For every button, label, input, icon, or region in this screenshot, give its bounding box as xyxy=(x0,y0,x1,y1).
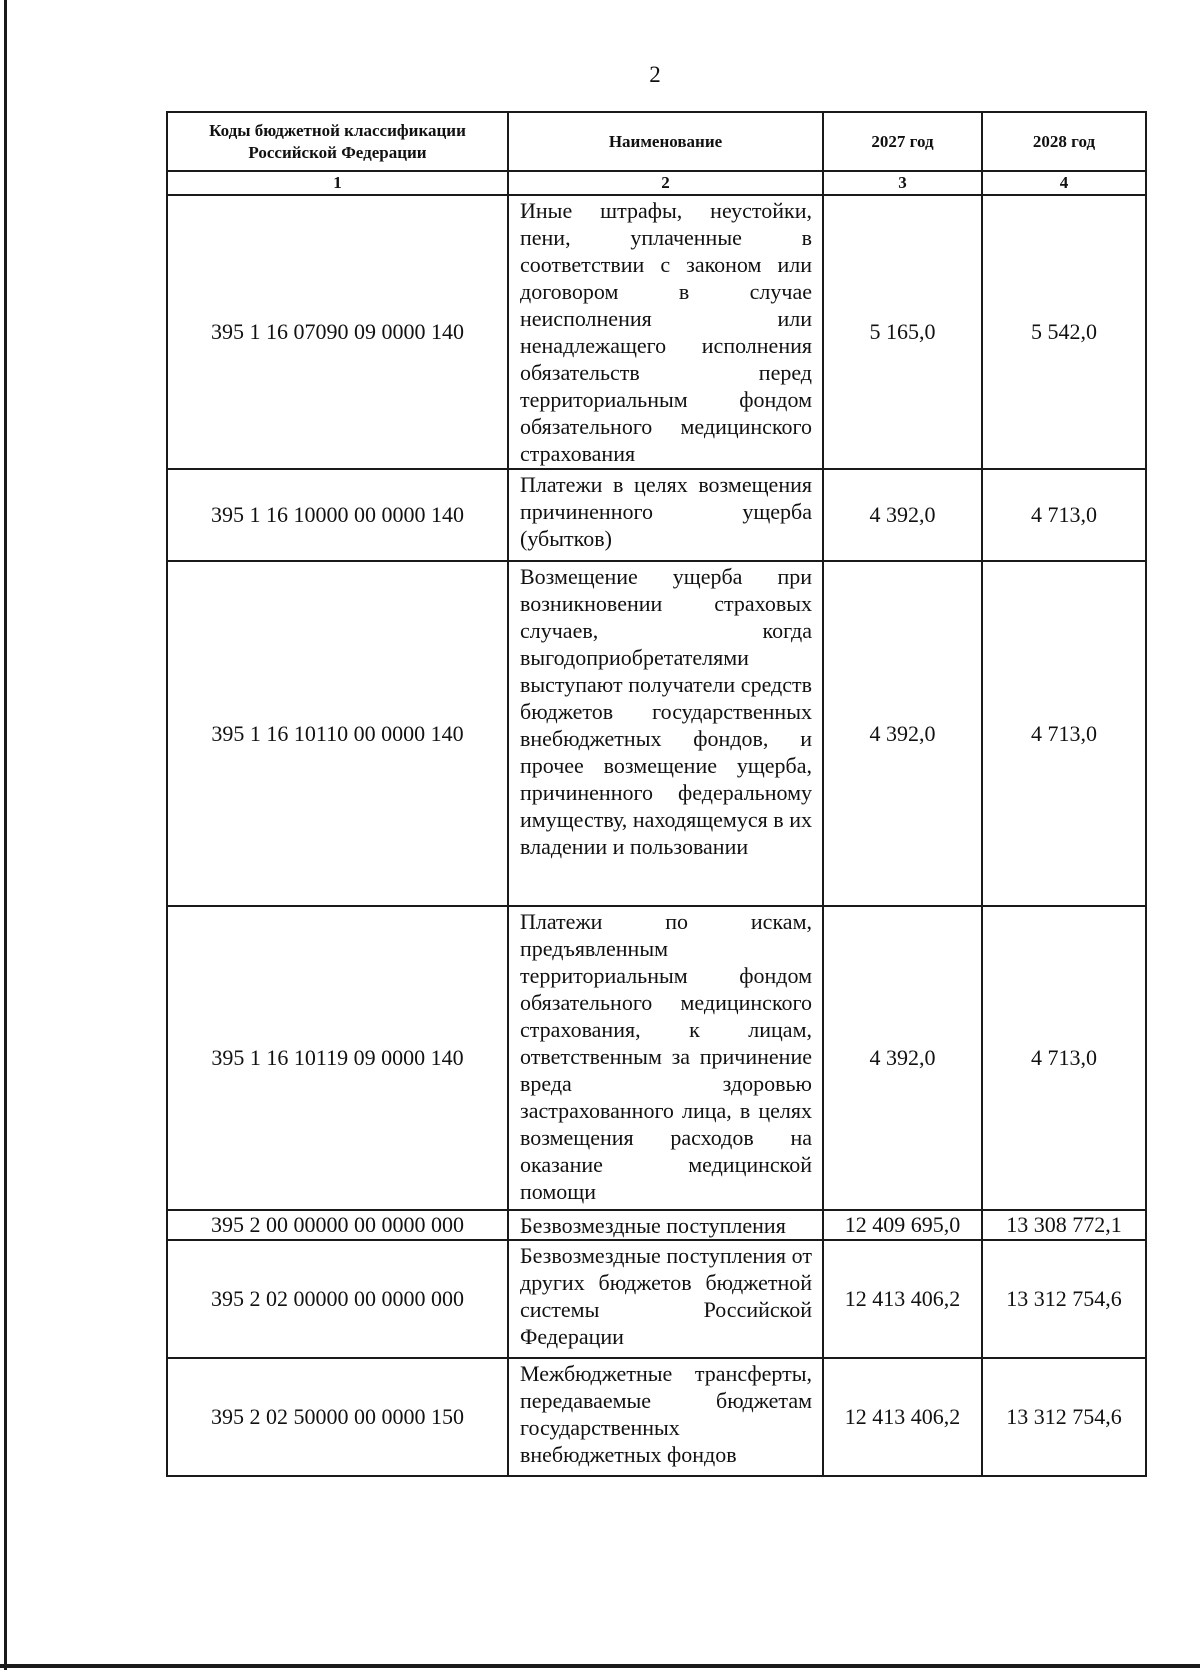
row-value-2027: 4 392,0 xyxy=(823,469,982,561)
column-number-1: 1 xyxy=(167,171,508,195)
row-value-2028: 5 542,0 xyxy=(982,195,1146,469)
row-code: 395 1 16 07090 09 0000 140 xyxy=(167,195,508,469)
row-code: 395 1 16 10119 09 0000 140 xyxy=(167,906,508,1210)
table-row xyxy=(167,1240,1146,1358)
row-name: Платежи по искам, предъявленным территориальным фондом обязательного медицинского страхования, к лицам, ответственным за причинение вреда здоровью застрахованного лица, в целях возмещения расходов на оказание медицинской помощи xyxy=(508,906,823,1210)
row-value-2027: 12 409 695,0 xyxy=(823,1210,982,1240)
column-number-2: 2 xyxy=(508,171,823,195)
column-number-row xyxy=(167,171,1146,195)
row-code: 395 2 00 00000 00 0000 000 xyxy=(167,1210,508,1240)
row-name: Возмещение ущерба при возникновении страховых случаев, когда выгодоприобретателями выступают получатели средств бюджетов государственных внебюджетных фондов, и прочее возмещение ущерба, причиненного федеральному имуществу, находящемуся в их владении и пользовании xyxy=(508,561,823,906)
header-row xyxy=(167,112,1146,171)
table-row xyxy=(167,469,1146,561)
row-name: Безвозмездные поступления xyxy=(508,1210,823,1240)
row-value-2027: 12 413 406,2 xyxy=(823,1358,982,1476)
column-number-3: 3 xyxy=(823,171,982,195)
row-value-2027: 12 413 406,2 xyxy=(823,1240,982,1358)
row-name: Платежи в целях возмещения причиненного ущерба (убытков) xyxy=(508,469,823,561)
row-code: 395 2 02 00000 00 0000 000 xyxy=(167,1240,508,1358)
row-name: Безвозмездные поступления от других бюджетов бюджетной системы Российской Федерации xyxy=(508,1240,823,1358)
row-value-2028: 13 312 754,6 xyxy=(982,1358,1146,1476)
scan-edge-bottom xyxy=(0,1664,1200,1668)
page-number: 2 xyxy=(649,62,661,87)
row-value-2027: 4 392,0 xyxy=(823,561,982,906)
header-codes: Коды бюджетной классификации Российской Федерации xyxy=(167,112,508,171)
row-value-2028: 4 713,0 xyxy=(982,469,1146,561)
row-code: 395 1 16 10110 00 0000 140 xyxy=(167,561,508,906)
header-2028: 2028 год xyxy=(982,112,1146,171)
row-value-2028: 4 713,0 xyxy=(982,906,1146,1210)
header-2027: 2027 год xyxy=(823,112,982,171)
row-value-2028: 13 312 754,6 xyxy=(982,1240,1146,1358)
row-value-2027: 5 165,0 xyxy=(823,195,982,469)
scan-edge-left xyxy=(4,0,7,1670)
budget-table xyxy=(166,111,1147,1477)
header-name: Наименование xyxy=(508,112,823,171)
row-code: 395 1 16 10000 00 0000 140 xyxy=(167,469,508,561)
table-row xyxy=(167,1210,1146,1240)
row-name: Иные штрафы, неустойки, пени, уплаченные в соответствии с законом или договором в случае неисполнения или ненадлежащего исполнения обязательств перед территориальным фондом обязательного медицинского страхования xyxy=(508,195,823,469)
table-row xyxy=(167,906,1146,1210)
table-row xyxy=(167,561,1146,906)
row-value-2027: 4 392,0 xyxy=(823,906,982,1210)
table-row xyxy=(167,1358,1146,1476)
row-code: 395 2 02 50000 00 0000 150 xyxy=(167,1358,508,1476)
column-number-4: 4 xyxy=(982,171,1146,195)
row-name: Межбюджетные трансферты, передаваемые бюджетам государственных внебюджетных фондов xyxy=(508,1358,823,1476)
row-value-2028: 13 308 772,1 xyxy=(982,1210,1146,1240)
table-row xyxy=(167,195,1146,469)
row-value-2028: 4 713,0 xyxy=(982,561,1146,906)
